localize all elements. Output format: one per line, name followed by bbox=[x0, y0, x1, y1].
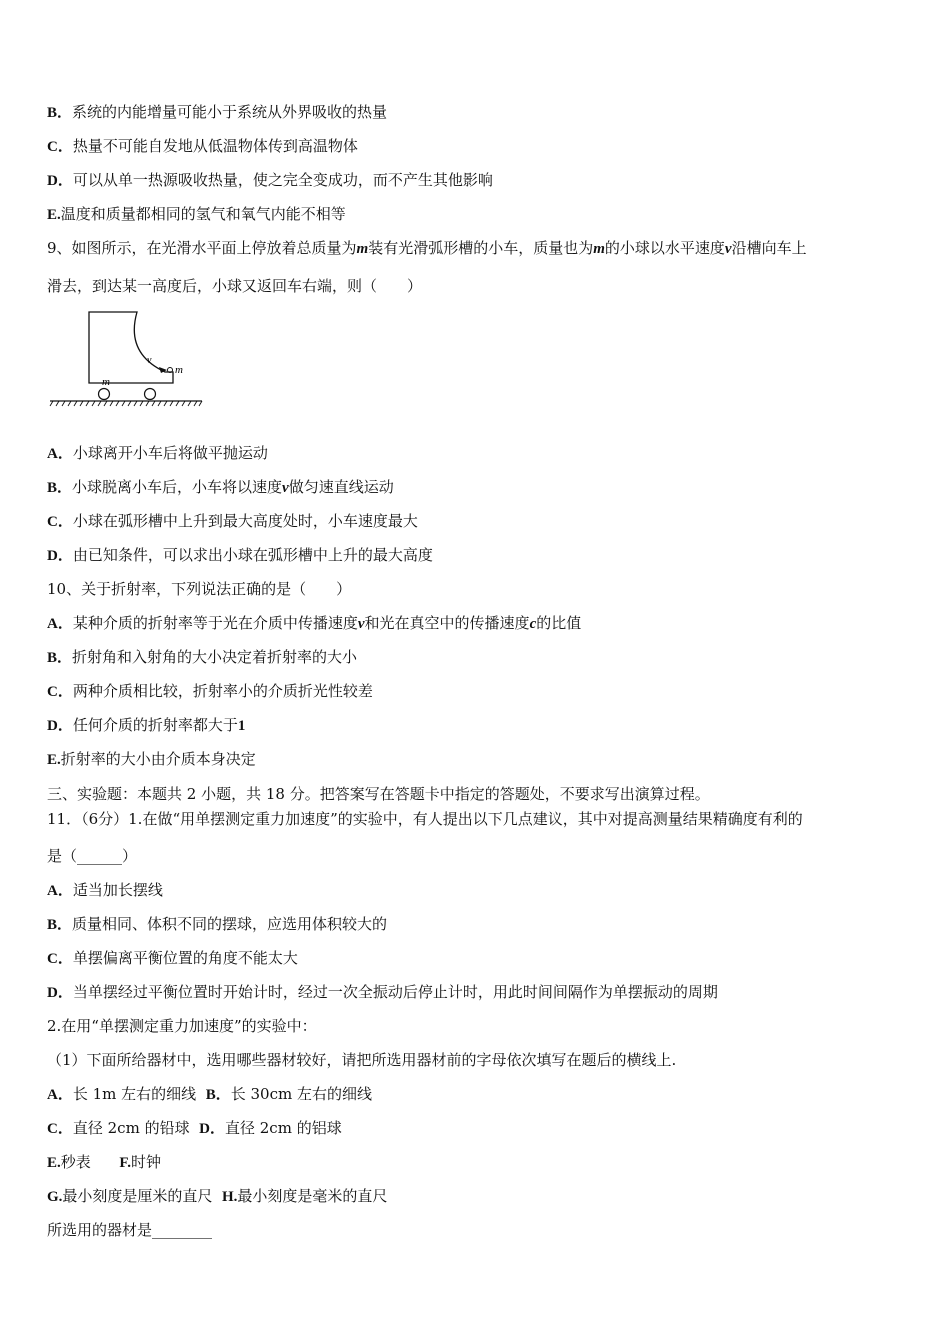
material-row-cd: C．直径 2cm 的铅球 D．直径 2cm 的铝球 bbox=[47, 1119, 342, 1137]
q9-stem-line2: 滑去，到达某一高度后，小球又返回车右端，则（ ） bbox=[47, 277, 423, 295]
cart-diagram-svg bbox=[47, 305, 207, 410]
q9-option-c: C．小球在弧形槽中上升到最大高度处时，小车速度最大 bbox=[47, 512, 418, 530]
q10-option-b: B．折射角和入射角的大小决定着折射率的大小 bbox=[47, 648, 358, 666]
q9-option-a: A．小球离开小车后将做平抛运动 bbox=[47, 444, 268, 462]
q11-part2-question1: （1）下面所给器材中，选用哪些器材较好，请把所选用器材前的字母依次填写在题后的横线上. bbox=[47, 1051, 677, 1069]
ball-mass-label: m bbox=[175, 364, 183, 376]
q11-stem-line2: 是（______） bbox=[47, 847, 138, 865]
answer-prompt: 所选用的器材是________ bbox=[47, 1221, 213, 1239]
q11-part2-title: 2.在用“单摆测定重力加速度”的实验中： bbox=[47, 1017, 317, 1035]
q9-option-d: D．由已知条件，可以求出小球在弧形槽中上升的最大高度 bbox=[47, 546, 433, 564]
q8-option-b: B．系统的内能增量可能小于系统从外界吸收的热量 bbox=[47, 103, 388, 121]
section-3-heading: 三、实验题：本题共 2 小题，共 18 分。把答案写在答题卡中指定的答题处，不要求写出演算过程。 bbox=[47, 785, 710, 803]
q11-option-d: D．当单摆经过平衡位置时开始计时，经过一次全振动后停止计时，用此时间间隔作为单摆振动的周期 bbox=[47, 983, 718, 1001]
q10-option-c: C．两种介质相比较，折射率小的介质折光性较差 bbox=[47, 682, 373, 700]
material-row-gh: G.最小刻度是厘米的直尺 H.最小刻度是毫米的直尺 bbox=[47, 1187, 388, 1205]
cart-on-track-diagram bbox=[47, 305, 207, 410]
q11-option-a: A．适当加长摆线 bbox=[47, 881, 163, 899]
material-row-ab: A．长 1m 左右的细线 B．长 30cm 左右的细线 bbox=[47, 1085, 372, 1103]
velocity-label: v bbox=[147, 355, 152, 366]
q8-option-d: D．可以从单一热源吸收热量，使之完全变成功，而不产生其他影响 bbox=[47, 171, 493, 189]
q9-option-b: B．小球脱离小车后，小车将以速度v做匀速直线运动 bbox=[47, 478, 394, 496]
q11-option-c: C．单摆偏离平衡位置的角度不能太大 bbox=[47, 949, 298, 967]
q10-option-a: A．某种介质的折射率等于光在介质中传播速度v和光在真空中的传播速度c的比值 bbox=[47, 614, 582, 632]
q10-stem: 10、关于折射率，下列说法正确的是（ ） bbox=[47, 580, 352, 598]
cart-mass-label: m bbox=[102, 376, 110, 388]
q10-option-d: D．任何介质的折射率都大于1 bbox=[47, 716, 246, 734]
q9-stem-line1: 9、如图所示，在光滑水平面上停放着总质量为m装有光滑弧形槽的小车，质量也为m的小球以水平速度v沿槽向车上 bbox=[47, 239, 807, 257]
q8-option-c: C．热量不可能自发地从低温物体传到高温物体 bbox=[47, 137, 358, 155]
q11-option-b: B．质量相同、体积不同的摆球，应选用体积较大的 bbox=[47, 915, 388, 933]
material-row-ef: E.秒表 F.时钟 bbox=[47, 1153, 161, 1171]
q8-option-e: E.温度和质量都相同的氢气和氧气内能不相等 bbox=[47, 205, 346, 223]
q11-stem-line1: 11．（6分）1.在做“用单摆测定重力加速度”的实验中，有人提出以下几点建议，其中对提高测量结果精确度有利的 bbox=[47, 810, 803, 828]
q10-option-e: E.折射率的大小由介质本身决定 bbox=[47, 750, 256, 768]
